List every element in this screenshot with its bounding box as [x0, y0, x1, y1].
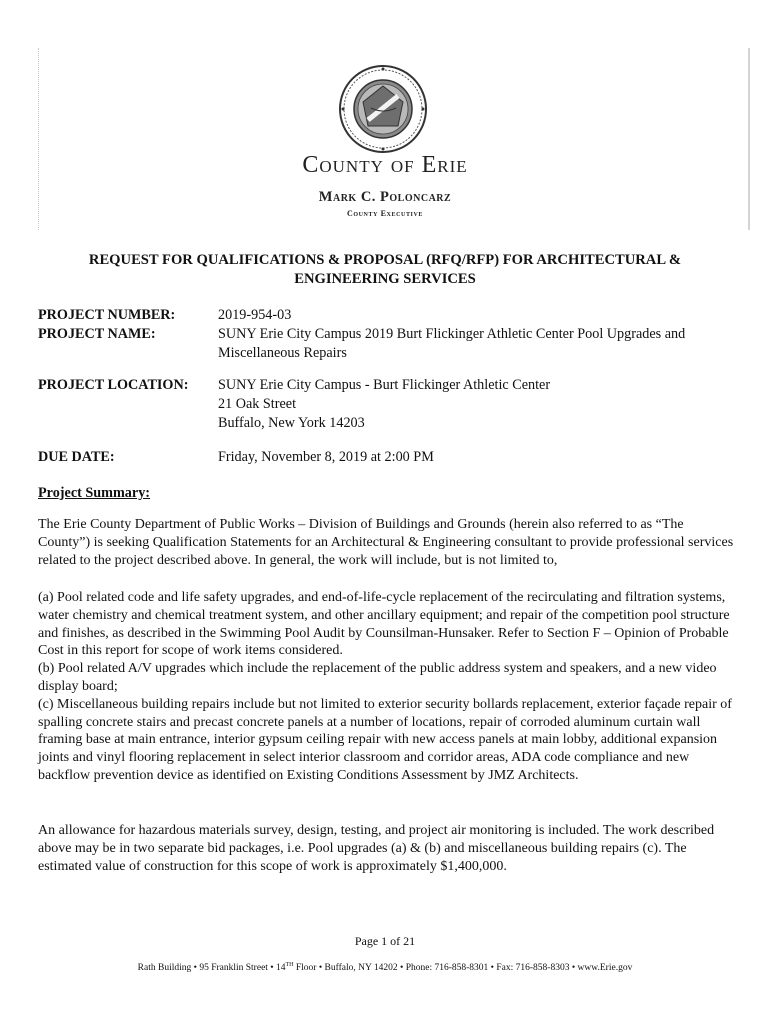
- project-name-row: [38, 325, 738, 363]
- due-date-row: [38, 448, 738, 467]
- footer-address-part1: Rath Building • 95 Franklin Street • 14: [137, 963, 286, 974]
- footer-floor-suffix: TH: [285, 962, 294, 968]
- scope-item-c: (c) Miscellaneous building repairs include but not limited to exterior security bollards replacement, exterior façade repair of spalling concrete stairs and precast concrete panels at a number of locations, repair of corroded aluminum curtain wall framing base at main entrance, interior gypsum ceiling repair with new access panels at main lobby, additional expansion joints and vinyl flooring replacement in select interior classroom and corridor areas, ADA code compliance and new backflow prevention device as identified on Existing Conditions Assessment by JMZ Architects.: [38, 696, 732, 783]
- county-executive-name: Mark C. Poloncarz: [318, 189, 452, 205]
- project-location-line1: SUNY Erie City Campus - Burt Flickinger Athletic Center: [218, 377, 551, 393]
- summary-intro-paragraph: The Erie County Department of Public Works – Division of Buildings and Grounds (herein also referred to as “The County”) is seeking Qualification Statements for an Architectural & Engineering consultant to provide professional services related to the project described above. In general, the work will include, but is not limited to,: [38, 517, 734, 568]
- footer-address-part2: Floor • Buffalo, NY 14202 • Phone: 716-858-8301 • Fax: 716-858-8303 • www.Erie.gov: [293, 963, 633, 974]
- project-location-row: [38, 376, 738, 433]
- county-seal-icon: [338, 64, 428, 154]
- project-name-label: PROJECT NAME:: [38, 326, 156, 342]
- project-location-label: PROJECT LOCATION:: [38, 377, 189, 393]
- scope-item-a: (a) Pool related code and life safety upgrades, and end-of-life-cycle replacement of the recirculating and filtration systems, water chemistry and chemical treatment system, and other ancillary equipment; and repair of the competition pool structure and finishes, as described in the Swimming Pool Audit by Counsilman-Hunsaker. Refer to Section F – Opinion of Probable Cost in this report for scope of work items considered.: [38, 590, 730, 659]
- allowance-paragraph: An allowance for hazardous materials survey, design, testing, and project air monitoring is included. The work described above may be in two separate bid packages, i.e. Pool upgrades (a) & (b) and miscellaneous building repairs (c). The estimated value of construction for this scope of work is approximately $1,400,000.: [38, 823, 715, 874]
- due-date-value: Friday, November 8, 2019 at 2:00 PM: [218, 449, 434, 465]
- project-number-row: [38, 306, 738, 325]
- footer-address: [0, 962, 770, 973]
- project-summary-heading: Project Summary:: [38, 485, 151, 501]
- scope-item-b: (b) Pool related A/V upgrades which include the replacement of the public address system and speakers, and a new video display board;: [38, 661, 717, 694]
- project-location-line2: 21 Oak Street: [218, 396, 297, 412]
- project-number-value: 2019-954-03: [218, 307, 292, 323]
- project-name-value: SUNY Erie City Campus 2019 Burt Flickinger Athletic Center Pool Upgrades and Miscellaneous Repairs: [218, 326, 686, 361]
- scope-items-list: [38, 589, 738, 785]
- page-number: Page 1 of 21: [354, 934, 416, 948]
- project-number-label: PROJECT NUMBER:: [38, 307, 176, 323]
- county-name: County of Erie: [302, 152, 468, 178]
- due-date-label: DUE DATE:: [38, 449, 115, 465]
- document-title: REQUEST FOR QUALIFICATIONS & PROPOSAL (RFQ/RFP) FOR ARCHITECTURAL & ENGINEERING SERVICES: [88, 252, 682, 287]
- county-executive-title: County Executive: [346, 209, 424, 218]
- project-location-line3: Buffalo, New York 14203: [218, 415, 365, 431]
